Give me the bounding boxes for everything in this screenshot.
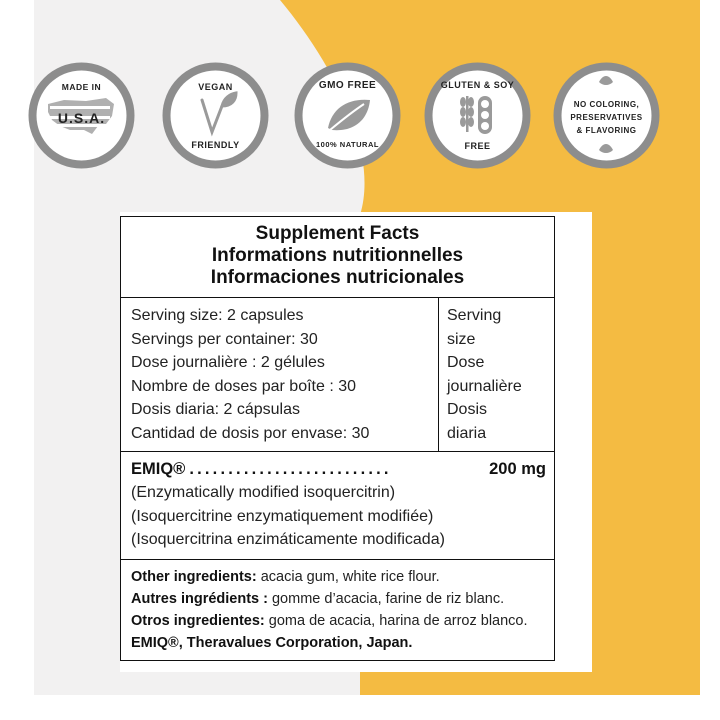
badge-label-top: VEGAN: [198, 82, 233, 92]
badge-label-line-1: NO COLORING,: [573, 100, 640, 109]
badge-made-in-usa: [26, 60, 137, 171]
other-ingredients: [121, 560, 554, 660]
column-header-line: Serving: [447, 307, 502, 324]
serving-line: Servings per container: 30: [131, 330, 318, 348]
column-header-line: journalière: [447, 377, 522, 395]
serving-line: Dosis diaria: 2 cápsulas: [131, 401, 300, 418]
ingredient-amount: 200 mg: [489, 460, 546, 478]
badge-gluten-soy-free: [422, 60, 533, 171]
badge-label-line-2: PRESERVATIVES: [570, 113, 643, 122]
other-ingredients-es: Otros ingredientes: goma de acacia, harina de arroz blanco.: [131, 612, 528, 629]
serving-line: Serving size: 2 capsules: [131, 307, 304, 324]
badge-label-bottom: FREE: [464, 141, 491, 151]
badge-vegan-friendly: [160, 60, 271, 171]
leader-dots: ..........................: [189, 460, 392, 478]
badge-label-top: GLUTEN & SOY: [440, 80, 515, 90]
badge-label-line-3: & FLAVORING: [576, 126, 637, 135]
badge-label-bottom: 100% NATURAL: [316, 140, 379, 149]
serving-line: Dose journalière : 2 gélules: [131, 354, 325, 371]
trademark-note: EMIQ®, Theravalues Corporation, Japan.: [131, 634, 413, 651]
badge-label-main: U.S.A.: [57, 110, 106, 126]
title-es: Informaciones nutricionales: [210, 267, 465, 288]
column-header-line: diaria: [447, 424, 487, 442]
title-en: Supplement Facts: [255, 223, 420, 244]
ingredient-description: (Enzymatically modified isoquercitrin): [131, 484, 396, 501]
column-header-line: Dosis: [447, 401, 488, 418]
facts-title: [121, 217, 554, 298]
ingredient-name: EMIQ®: [131, 460, 186, 478]
badge-label-top: MADE IN: [61, 82, 102, 92]
serving-line: Cantidad de dosis por envase: 30: [131, 424, 370, 442]
badge-label-bottom: FRIENDLY: [191, 140, 240, 150]
serving-info: [121, 298, 439, 451]
column-header-line: Dose: [447, 354, 485, 371]
supplement-facts-table: [120, 216, 555, 661]
ingredient-description: (Isoquercitrina enzimáticamente modificada): [131, 531, 445, 548]
badge-no-additives: [551, 60, 662, 171]
other-ingredients-en: Other ingredients: acacia gum, white rice flour.: [131, 568, 440, 585]
title-fr: Informations nutritionnelles: [211, 245, 464, 266]
serving-section: [121, 298, 554, 452]
badge-label-top: GMO FREE: [318, 80, 377, 91]
column-header-line: size: [447, 330, 476, 348]
serving-line: Nombre de doses par boîte : 30: [131, 377, 357, 395]
serving-column-header: [439, 298, 554, 451]
other-ingredients-fr: Autres ingrédients : gomme d’acacia, farine de riz blanc.: [131, 590, 505, 607]
ingredient-section: [121, 452, 554, 560]
ingredient-row: [131, 457, 546, 481]
ingredient-description: (Isoquercitrine enzymatiquement modifiée): [131, 507, 434, 525]
badge-gmo-free: [292, 60, 403, 171]
